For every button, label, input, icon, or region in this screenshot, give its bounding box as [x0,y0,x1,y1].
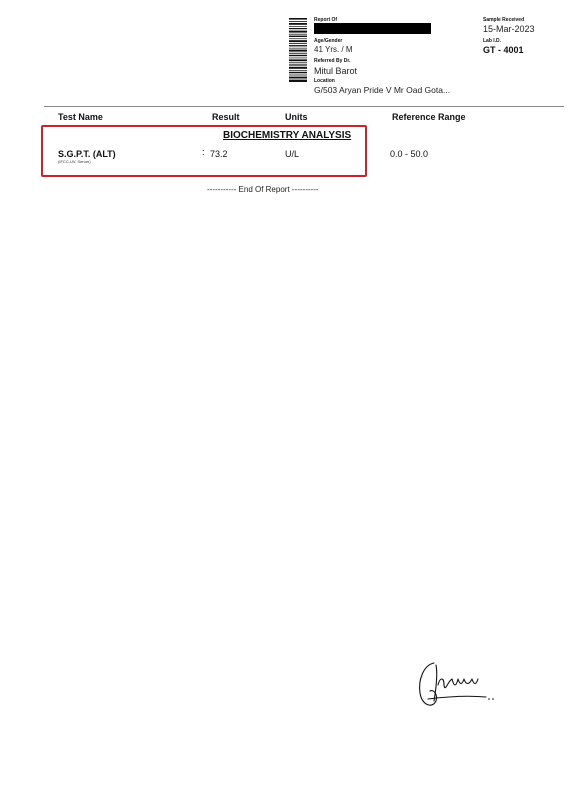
lab-id-value: GT - 4001 [483,45,524,55]
age-gender-value: 41 Yrs. / M [314,45,353,54]
barcode-icon [289,18,307,82]
column-header-test-name: Test Name [58,112,103,122]
column-header-units: Units [285,112,308,122]
sample-received-value: 15-Mar-2023 [483,24,535,34]
referred-by-label: Referred By Dr. [314,58,351,64]
result-value: 73.2 [210,149,228,159]
location-label: Location [314,78,335,84]
sample-received-label: Sample Received [483,17,525,23]
column-header-result: Result [212,112,240,122]
age-gender-label: Age/Gender [314,38,343,44]
end-of-report: ----------- End Of Report ---------- [207,185,319,194]
result-separator: : [202,147,205,157]
report-of-label: Report Of [314,17,338,23]
location-value: G/503 Aryan Pride V Mr Oad Gota... [314,85,451,95]
header-divider [44,106,564,107]
test-method: (IFCC-UV, Serum) [58,159,91,164]
column-header-reference-range: Reference Range [392,112,466,122]
lab-id-label: Lab I.D. [483,38,502,44]
units-value: U/L [285,149,300,159]
referred-by-value: Mitul Barot [314,66,358,76]
signature-image [414,655,496,711]
reference-range-value: 0.0 - 50.0 [390,149,429,159]
test-name: S.G.P.T. (ALT) [58,149,116,159]
section-title: BIOCHEMISTRY ANALYSIS [223,130,352,141]
patient-name-redacted [314,23,431,34]
